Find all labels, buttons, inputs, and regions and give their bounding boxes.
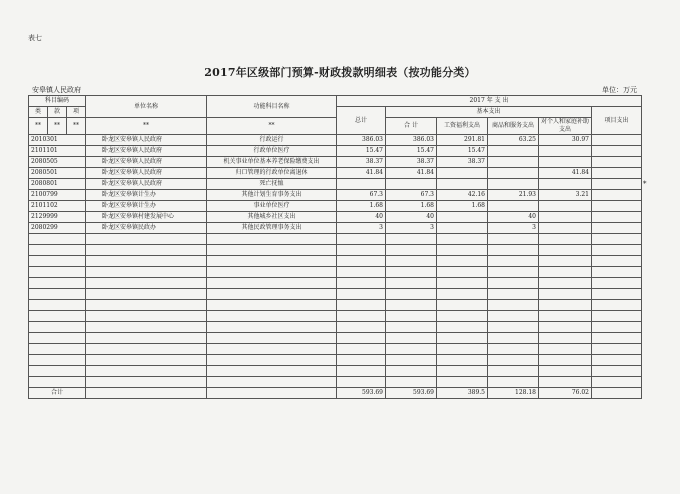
header-mark: ** xyxy=(48,118,67,135)
blank-cell xyxy=(488,366,539,377)
cell-func: 死亡抚恤 xyxy=(207,179,337,190)
blank-cell xyxy=(207,289,337,300)
blank-cell xyxy=(337,245,386,256)
blank-cell xyxy=(488,278,539,289)
blank-cell xyxy=(592,289,642,300)
header-unit-name: 单位名称 xyxy=(86,96,207,118)
cell-subtotal: 40 xyxy=(386,212,437,223)
header-kuan: 款 xyxy=(48,107,67,118)
blank-cell xyxy=(592,234,642,245)
blank-cell xyxy=(337,311,386,322)
table-row xyxy=(29,223,642,234)
cell-subtotal: 38.37 xyxy=(386,157,437,168)
cell-func: 其他计划生育事务支出 xyxy=(207,190,337,201)
table-row xyxy=(29,179,642,190)
totals-label: 合计 xyxy=(29,388,86,399)
table-row xyxy=(29,190,642,201)
cell-personal: 41.84 xyxy=(539,168,592,179)
totals-total: 593.69 xyxy=(337,388,386,399)
blank-cell xyxy=(337,300,386,311)
blank-cell xyxy=(337,333,386,344)
cell-code: 2080299 xyxy=(29,223,86,234)
cell-func: 行政单位医疗 xyxy=(207,146,337,157)
cell-unit: 卧龙区安皋镇计生办 xyxy=(86,190,207,201)
blank-cell xyxy=(539,300,592,311)
totals-func xyxy=(207,388,337,399)
unit-label: 单位：万元 xyxy=(602,86,637,94)
cell-code: 2080801 xyxy=(29,179,86,190)
totals-wage: 389.5 xyxy=(437,388,488,399)
cell-goods: 3 xyxy=(488,223,539,234)
blank-cell xyxy=(437,333,488,344)
header-personal: 对个人和家庭补助支出 xyxy=(539,118,592,135)
cell-wage: 42.16 xyxy=(437,190,488,201)
cell-subtotal: 3 xyxy=(386,223,437,234)
cell-func: 机关事业单位基本养老保险缴费支出 xyxy=(207,157,337,168)
blank-cell xyxy=(337,366,386,377)
blank-cell xyxy=(29,256,86,267)
cell-total: 41.84 xyxy=(337,168,386,179)
blank-cell xyxy=(488,377,539,388)
blank-row xyxy=(29,322,642,333)
blank-cell xyxy=(207,322,337,333)
blank-cell xyxy=(437,311,488,322)
table-row xyxy=(29,135,642,146)
totals-subtotal: 593.69 xyxy=(386,388,437,399)
totals-row xyxy=(29,388,642,399)
cell-personal xyxy=(539,223,592,234)
blank-cell xyxy=(207,300,337,311)
cell-goods: 63.25 xyxy=(488,135,539,146)
cell-subtotal: 67.3 xyxy=(386,190,437,201)
blank-cell xyxy=(29,322,86,333)
blank-cell xyxy=(207,333,337,344)
cell-wage xyxy=(437,223,488,234)
unit-name: 安皋镇人民政府 xyxy=(32,86,81,94)
cell-personal: 30.97 xyxy=(539,135,592,146)
cell-total: 3 xyxy=(337,223,386,234)
blank-cell xyxy=(539,366,592,377)
cell-personal xyxy=(539,157,592,168)
blank-cell xyxy=(337,344,386,355)
blank-cell xyxy=(207,311,337,322)
cell-subtotal: 41.84 xyxy=(386,168,437,179)
blank-cell xyxy=(337,289,386,300)
header-mark: ** xyxy=(86,118,207,135)
blank-cell xyxy=(437,300,488,311)
header-mark: ** xyxy=(207,118,337,135)
cell-unit: 卧龙区安皋镇计生办 xyxy=(86,201,207,212)
cell-project xyxy=(592,212,642,223)
totals-goods: 128.18 xyxy=(488,388,539,399)
blank-cell xyxy=(386,355,437,366)
cell-subtotal xyxy=(386,179,437,190)
blank-row xyxy=(29,256,642,267)
blank-cell xyxy=(207,245,337,256)
blank-cell xyxy=(386,366,437,377)
cell-code: 2080505 xyxy=(29,157,86,168)
sheet-label: 表七 xyxy=(28,34,42,42)
cell-total: 386.03 xyxy=(337,135,386,146)
cell-unit: 卧龙区安皋镇村建发展中心 xyxy=(86,212,207,223)
cell-code: 2129999 xyxy=(29,212,86,223)
cell-code: 2080501 xyxy=(29,168,86,179)
blank-cell xyxy=(386,267,437,278)
blank-cell xyxy=(437,355,488,366)
page-title: 2017年区级部门预算-财政拨款明细表（按功能分类） xyxy=(204,66,476,79)
cell-subtotal: 1.68 xyxy=(386,201,437,212)
header-basic: 基本支出 xyxy=(386,107,592,118)
blank-cell xyxy=(539,333,592,344)
blank-cell xyxy=(337,267,386,278)
cell-personal xyxy=(539,212,592,223)
blank-cell xyxy=(592,278,642,289)
cell-project xyxy=(592,135,642,146)
cell-func: 其他城乡社区支出 xyxy=(207,212,337,223)
blank-cell xyxy=(539,234,592,245)
cell-project xyxy=(592,179,642,190)
blank-cell xyxy=(592,333,642,344)
table-row xyxy=(29,201,642,212)
blank-cell xyxy=(592,311,642,322)
blank-cell xyxy=(207,234,337,245)
cell-wage xyxy=(437,212,488,223)
blank-cell xyxy=(337,355,386,366)
blank-cell xyxy=(29,344,86,355)
cell-subtotal: 15.47 xyxy=(386,146,437,157)
blank-row xyxy=(29,278,642,289)
cell-goods xyxy=(488,146,539,157)
header-func-name: 功能科目名称 xyxy=(207,96,337,118)
cell-personal xyxy=(539,201,592,212)
blank-cell xyxy=(437,366,488,377)
table-row xyxy=(29,168,642,179)
table-row xyxy=(29,146,642,157)
cell-goods xyxy=(488,201,539,212)
blank-row xyxy=(29,234,642,245)
blank-cell xyxy=(86,245,207,256)
cell-goods xyxy=(488,157,539,168)
blank-cell xyxy=(337,377,386,388)
totals-personal: 76.02 xyxy=(539,388,592,399)
blank-cell xyxy=(86,311,207,322)
blank-cell xyxy=(437,278,488,289)
blank-row xyxy=(29,366,642,377)
header-lei: 类 xyxy=(29,107,48,118)
cell-total: 38.37 xyxy=(337,157,386,168)
cell-project xyxy=(592,157,642,168)
cell-wage xyxy=(437,168,488,179)
blank-cell xyxy=(488,300,539,311)
header-project: 项目支出 xyxy=(592,107,642,135)
blank-row xyxy=(29,377,642,388)
blank-cell xyxy=(337,234,386,245)
blank-cell xyxy=(86,322,207,333)
blank-cell xyxy=(539,256,592,267)
blank-row xyxy=(29,344,642,355)
blank-cell xyxy=(86,300,207,311)
cell-code: 2010301 xyxy=(29,135,86,146)
blank-cell xyxy=(207,278,337,289)
blank-cell xyxy=(488,267,539,278)
cell-func: 行政运行 xyxy=(207,135,337,146)
cell-func: 事业单位医疗 xyxy=(207,201,337,212)
cell-goods: 40 xyxy=(488,212,539,223)
blank-cell xyxy=(437,322,488,333)
cell-personal xyxy=(539,179,592,190)
blank-cell xyxy=(386,300,437,311)
blank-cell xyxy=(539,311,592,322)
cell-wage: 15.47 xyxy=(437,146,488,157)
blank-cell xyxy=(539,377,592,388)
blank-cell xyxy=(539,245,592,256)
table-row xyxy=(29,212,642,223)
blank-row xyxy=(29,267,642,278)
header-year-expense: 2017 年 支 出 xyxy=(337,96,642,107)
cell-goods xyxy=(488,179,539,190)
blank-cell xyxy=(592,245,642,256)
cell-total: 1.68 xyxy=(337,201,386,212)
blank-cell xyxy=(488,289,539,300)
blank-cell xyxy=(539,344,592,355)
blank-row xyxy=(29,300,642,311)
blank-cell xyxy=(539,355,592,366)
blank-cell xyxy=(207,355,337,366)
cell-project xyxy=(592,190,642,201)
blank-cell xyxy=(29,278,86,289)
cell-wage: 1.68 xyxy=(437,201,488,212)
blank-cell xyxy=(29,366,86,377)
blank-cell xyxy=(488,344,539,355)
blank-cell xyxy=(488,322,539,333)
blank-cell xyxy=(592,344,642,355)
cell-project xyxy=(592,168,642,179)
blank-cell xyxy=(592,366,642,377)
blank-cell xyxy=(386,344,437,355)
cell-wage: 291.81 xyxy=(437,135,488,146)
blank-cell xyxy=(386,322,437,333)
totals-project xyxy=(592,388,642,399)
blank-cell xyxy=(437,234,488,245)
blank-cell xyxy=(207,267,337,278)
blank-cell xyxy=(337,278,386,289)
cell-unit: 卧龙区安皋镇人民政府 xyxy=(86,157,207,168)
cell-subtotal: 386.03 xyxy=(386,135,437,146)
blank-cell xyxy=(86,333,207,344)
table-blank-rows xyxy=(29,234,642,388)
cell-wage: 38.37 xyxy=(437,157,488,168)
cell-total xyxy=(337,179,386,190)
blank-cell xyxy=(29,234,86,245)
cell-code: 2100799 xyxy=(29,190,86,201)
blank-cell xyxy=(386,311,437,322)
blank-cell xyxy=(207,377,337,388)
header-mark: ** xyxy=(67,118,86,135)
cell-unit: 卧龙区安皋镇人民政府 xyxy=(86,168,207,179)
cell-unit: 卧龙区安皋镇人民政府 xyxy=(86,146,207,157)
cell-code: 2101102 xyxy=(29,201,86,212)
blank-cell xyxy=(592,355,642,366)
blank-cell xyxy=(337,256,386,267)
blank-cell xyxy=(437,245,488,256)
cell-total: 40 xyxy=(337,212,386,223)
blank-cell xyxy=(207,344,337,355)
cell-project xyxy=(592,146,642,157)
blank-cell xyxy=(437,344,488,355)
header-subject-code: 科目编码 xyxy=(29,96,86,107)
blank-cell xyxy=(592,267,642,278)
blank-cell xyxy=(86,234,207,245)
header-mark: ** xyxy=(29,118,48,135)
blank-cell xyxy=(86,267,207,278)
blank-cell xyxy=(29,289,86,300)
blank-cell xyxy=(86,278,207,289)
cell-total: 67.3 xyxy=(337,190,386,201)
blank-row xyxy=(29,355,642,366)
blank-cell xyxy=(386,256,437,267)
cell-wage xyxy=(437,179,488,190)
blank-cell xyxy=(488,355,539,366)
totals-unit xyxy=(86,388,207,399)
blank-cell xyxy=(592,377,642,388)
blank-cell xyxy=(437,289,488,300)
blank-cell xyxy=(86,355,207,366)
blank-cell xyxy=(539,322,592,333)
blank-cell xyxy=(29,311,86,322)
blank-row xyxy=(29,311,642,322)
blank-cell xyxy=(592,300,642,311)
blank-cell xyxy=(386,278,437,289)
blank-cell xyxy=(437,267,488,278)
blank-cell xyxy=(488,311,539,322)
blank-row xyxy=(29,333,642,344)
cell-project xyxy=(592,223,642,234)
header-total: 总计 xyxy=(337,107,386,135)
blank-cell xyxy=(86,366,207,377)
cell-func: 归口管理的行政单位离退休 xyxy=(207,168,337,179)
blank-cell xyxy=(539,267,592,278)
table-row xyxy=(29,157,642,168)
cell-personal xyxy=(539,146,592,157)
header-xiang: 项 xyxy=(67,107,86,118)
cell-goods xyxy=(488,168,539,179)
blank-cell xyxy=(337,322,386,333)
blank-cell xyxy=(86,377,207,388)
blank-cell xyxy=(488,245,539,256)
cell-unit: 卧龙区安皋镇民政办 xyxy=(86,223,207,234)
blank-cell xyxy=(386,289,437,300)
blank-cell xyxy=(86,344,207,355)
blank-row xyxy=(29,245,642,256)
blank-cell xyxy=(29,300,86,311)
cell-total: 15.47 xyxy=(337,146,386,157)
blank-cell xyxy=(488,256,539,267)
blank-cell xyxy=(29,245,86,256)
blank-cell xyxy=(386,333,437,344)
blank-cell xyxy=(29,267,86,278)
blank-cell xyxy=(29,355,86,366)
table-body xyxy=(29,135,642,234)
blank-cell xyxy=(29,377,86,388)
cell-unit: 卧龙区安皋镇人民政府 xyxy=(86,179,207,190)
cell-project xyxy=(592,201,642,212)
blank-row xyxy=(29,289,642,300)
blank-cell xyxy=(437,377,488,388)
cell-code: 2101101 xyxy=(29,146,86,157)
blank-cell xyxy=(207,366,337,377)
blank-cell xyxy=(386,234,437,245)
cell-unit: 卧龙区安皋镇人民政府 xyxy=(86,135,207,146)
blank-cell xyxy=(539,289,592,300)
blank-cell xyxy=(29,333,86,344)
blank-cell xyxy=(86,289,207,300)
header-goods: 商品和服务支出 xyxy=(488,118,539,135)
cell-goods: 21.93 xyxy=(488,190,539,201)
note-mark: * xyxy=(643,180,647,188)
blank-cell xyxy=(386,245,437,256)
cell-personal: 3.21 xyxy=(539,190,592,201)
blank-cell xyxy=(437,256,488,267)
blank-cell xyxy=(86,256,207,267)
cell-func: 其他民政管理事务支出 xyxy=(207,223,337,234)
blank-cell xyxy=(488,234,539,245)
header-wage: 工资福利支出 xyxy=(437,118,488,135)
blank-cell xyxy=(592,256,642,267)
blank-cell xyxy=(592,322,642,333)
blank-cell xyxy=(488,333,539,344)
header-subtotal: 合 计 xyxy=(386,118,437,135)
blank-cell xyxy=(539,278,592,289)
blank-cell xyxy=(386,377,437,388)
blank-cell xyxy=(207,256,337,267)
budget-table xyxy=(28,95,642,399)
